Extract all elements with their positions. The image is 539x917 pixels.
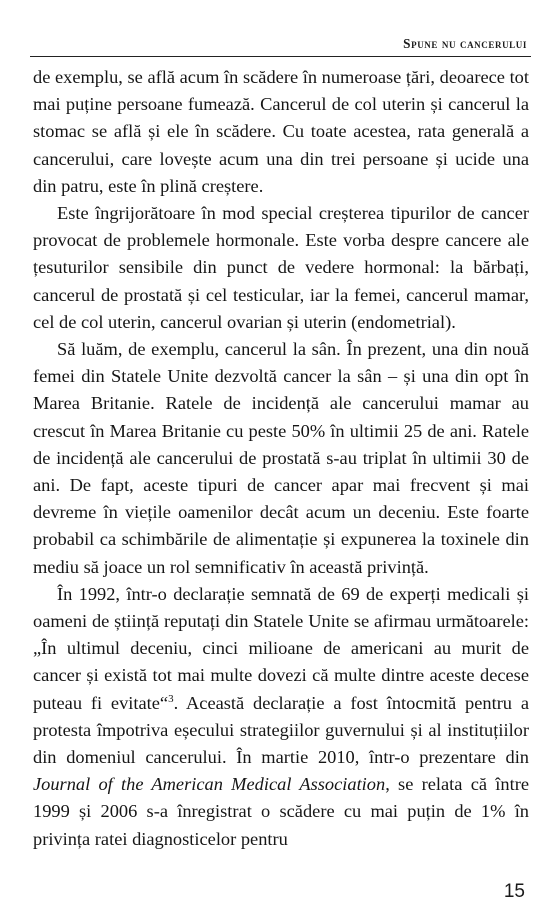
paragraph-4	[33, 581, 529, 853]
paragraph-4-text-end: , se relata că între 1999 și 2006 s-a înregistrat o scădere cu mai puțin de 1% în privința ratei diagnosticelor pentru	[33, 774, 529, 849]
header-rule	[30, 56, 531, 57]
footnote-reference: 3	[168, 692, 174, 705]
paragraph-4-text-start: În 1992, într-o declarație semnată de 69 de experți medicali și oameni de știință reputați din Statele Unite se afirmau următoarele: „În ultimul deceniu, cinci milioane de americani au murit de cancer și există tot mai multe dovezi că multe dintre aceste decese puteau fi evitate“	[33, 583, 529, 713]
journal-title: Journal of the American Medical Association	[33, 774, 386, 795]
paragraph-1: de exemplu, se află acum în scădere în numeroase țări, deoarece tot mai puține persoane fumează. Cancerul de col uterin și cancerul la stomac se află și ele în scădere. Cu toate acestea, rata generală a cancerului, care lovește acum una din trei persoane și ucide una din patru, este în plină creștere.	[33, 67, 529, 196]
paragraph-3: Să luăm, de exemplu, cancerul la sân. În prezent, una din nouă femei din Statele Unite dezvoltă cancer la sân – și una din opt în Marea Britanie. Ratele de incidență ale cancerului mamar au crescut în Marea Britanie cu peste 50% în ultimii 25 de ani. Ratele de incidență ale cancerului de prostată s-au triplat în ultimii 30 de ani. De fapt, aceste tipuri de cancer apar mai frecvent și mai devreme în viețile oamenilor decât acum un deceniu. Este foarte probabil ca schimbările de alimentație și expunerea la toxinele din mediu să joace un rol semnificativ în această privință.	[33, 339, 529, 577]
page-number: 15	[503, 881, 525, 902]
paragraph-2: Este îngrijorătoare în mod special creșterea tipurilor de cancer provocat de problemele hormonale. Este vorba despre cancere ale țesuturilor sensibile din punct de vedere hormonal: la bărbați, cancerul de prostată și cel testicular, iar la femei, cancerul mamar, cel de col uterin, cancerul ovarian și uterin (endometrial).	[33, 203, 529, 332]
body-text	[33, 64, 529, 853]
paragraph-4-text-middle: . Această declarație a fost întocmită pentru a protesta împotriva eșecului strategiilor guvernului și al instituțiilor din domeniul cancerului. În martie 2010, într-o prezentare din	[33, 692, 529, 768]
running-header: Spune nu cancerului	[403, 36, 527, 51]
